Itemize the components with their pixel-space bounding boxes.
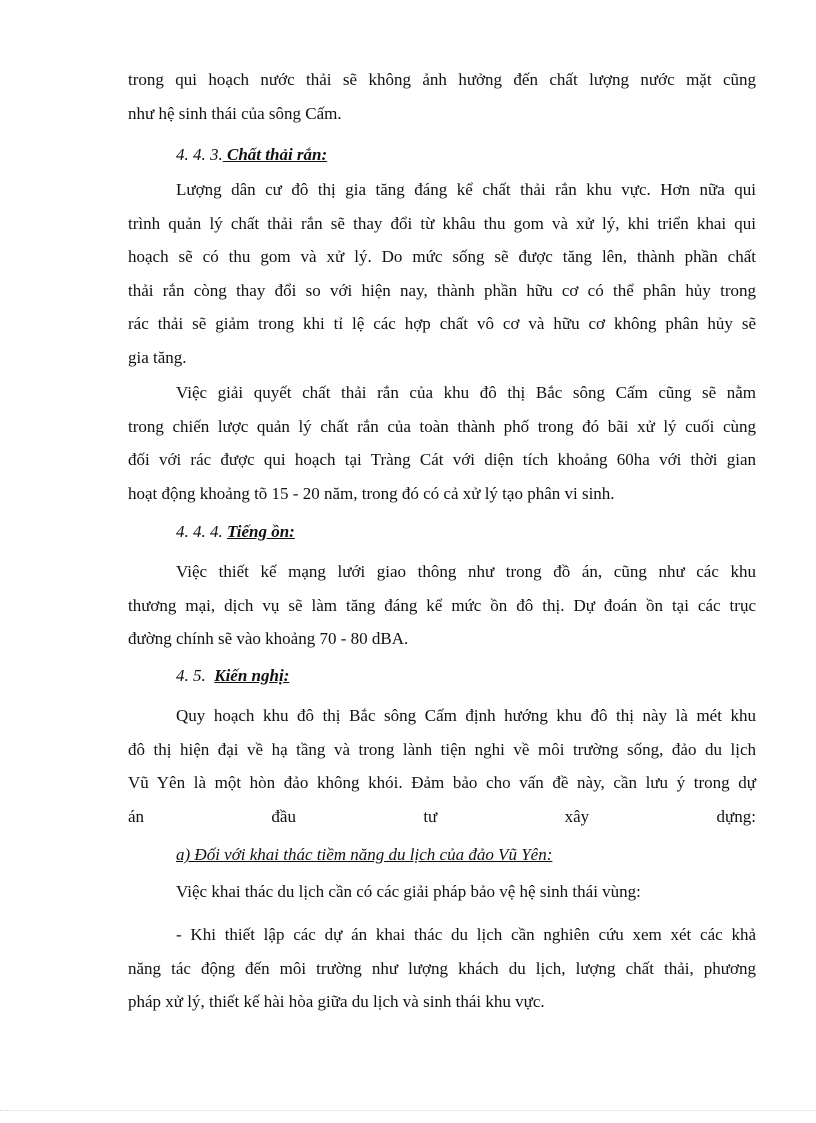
text-line: trong qui hoạch nước thải sẽ không ảnh hưởng đến chất lượng nước mặt cũng (128, 70, 756, 89)
text-line: pháp xử lý, thiết kế hài hòa giữa du lịch và sinh thái khu vực. (128, 992, 545, 1011)
text-line: như hệ sinh thái của sông Cấm. (128, 103, 342, 123)
intro-paragraph (128, 70, 756, 137)
section-heading-4-4-4 (176, 522, 295, 542)
text-line: án đầu tư xây dựng: (128, 806, 756, 826)
text-line: đối với rác được qui hoạch tại Tràng Cát với diện tích khoảng 60ha với thời gian (128, 450, 756, 469)
text-line: trong chiến lược quản lý chất rắn của toàn thành phố trong đó bãi xử lý cuối cùng (128, 416, 756, 436)
text-line: đường chính sẽ vào khoảng 70 - 80 dBA. (128, 629, 409, 648)
paragraph-tourism-measures (128, 925, 756, 1026)
section-title: Kiến nghị: (214, 666, 290, 685)
text-line: gia tăng. (128, 347, 187, 367)
section-title: Tiếng ồn: (227, 522, 295, 541)
paragraph-recommendations (128, 706, 756, 840)
text-line: Quy hoạch khu đô thị Bắc sông Cấm định hướng khu đô thị này là mét khu (176, 706, 756, 725)
text-line: thải rắn còng thay đổi so với hiện nay, thành phần hữu cơ có thể phân hủy trong (128, 280, 756, 300)
section-number: 4. 4. 4. (176, 522, 223, 541)
text-line: Lượng dân cư đô thị gia tăng đáng kể chất thải rắn khu vực. Hơn nữa qui (176, 180, 756, 199)
paragraph-solid-waste-1 (128, 180, 756, 381)
section-title: Chất thải rắn: (222, 145, 328, 164)
text-line: - Khi thiết lập các dự án khai thác du lịch cần nghiên cứu xem xét các khả (176, 925, 756, 944)
subheading-tourism: a) Đối với khai thác tiềm năng du lịch của đảo Vũ Yên: (176, 845, 553, 864)
section-number: 4. 4. 3. (176, 145, 223, 164)
section-number: 4. 5. (176, 666, 206, 685)
text-line: Việc thiết kế mạng lưới giao thông như trong đồ án, cũng như các khu (176, 562, 756, 581)
text-line: năng tác động đến môi trường như lượng khách du lịch, lượng chất thải, phương (128, 958, 756, 978)
text-line: thương mại, dịch vụ sẽ làm tăng đáng kể mức ồn đô thị. Dự đoán ồn tại các trục (128, 595, 756, 615)
text-line: Việc giải quyết chất thải rắn của khu đô thị Bắc sông Cấm cũng sẽ nằm (176, 383, 756, 402)
text-line: hoạt động khoảng tõ 15 - 20 năm, trong đó có cả xử lý tạo phân vi sinh. (128, 483, 615, 503)
paragraph-tourism-intro: Việc khai thác du lịch cần có các giải pháp bảo vệ hệ sinh thái vùng: (176, 882, 641, 901)
text-line: trình quản lý chất thải rắn sẽ thay đổi từ khâu thu gom và xử lý, khi triển khai qui (128, 213, 756, 233)
text-line: Vũ Yên là một hòn đảo không khói. Đảm bảo cho vấn đề này, cần lưu ý trong dự (128, 773, 756, 792)
section-heading-4-4-3 (176, 145, 327, 165)
text-line: đô thị hiện đại về hạ tầng và trong lành tiện nghi về môi trường sống, đảo du lịch (128, 739, 756, 759)
paragraph-solid-waste-2 (128, 383, 756, 517)
text-line: rác thải sẽ giảm trong khi tỉ lệ các hợp chất vô cơ và hữu cơ không phân hủy sẽ (128, 314, 756, 333)
section-heading-4-5 (176, 666, 289, 686)
page-bottom-divider (0, 1110, 816, 1111)
paragraph-noise (128, 562, 756, 663)
text-line: hoạch sẽ có thu gom và xử lý. Do mức sống sẽ được tăng lên, thành phần chất (128, 247, 756, 266)
